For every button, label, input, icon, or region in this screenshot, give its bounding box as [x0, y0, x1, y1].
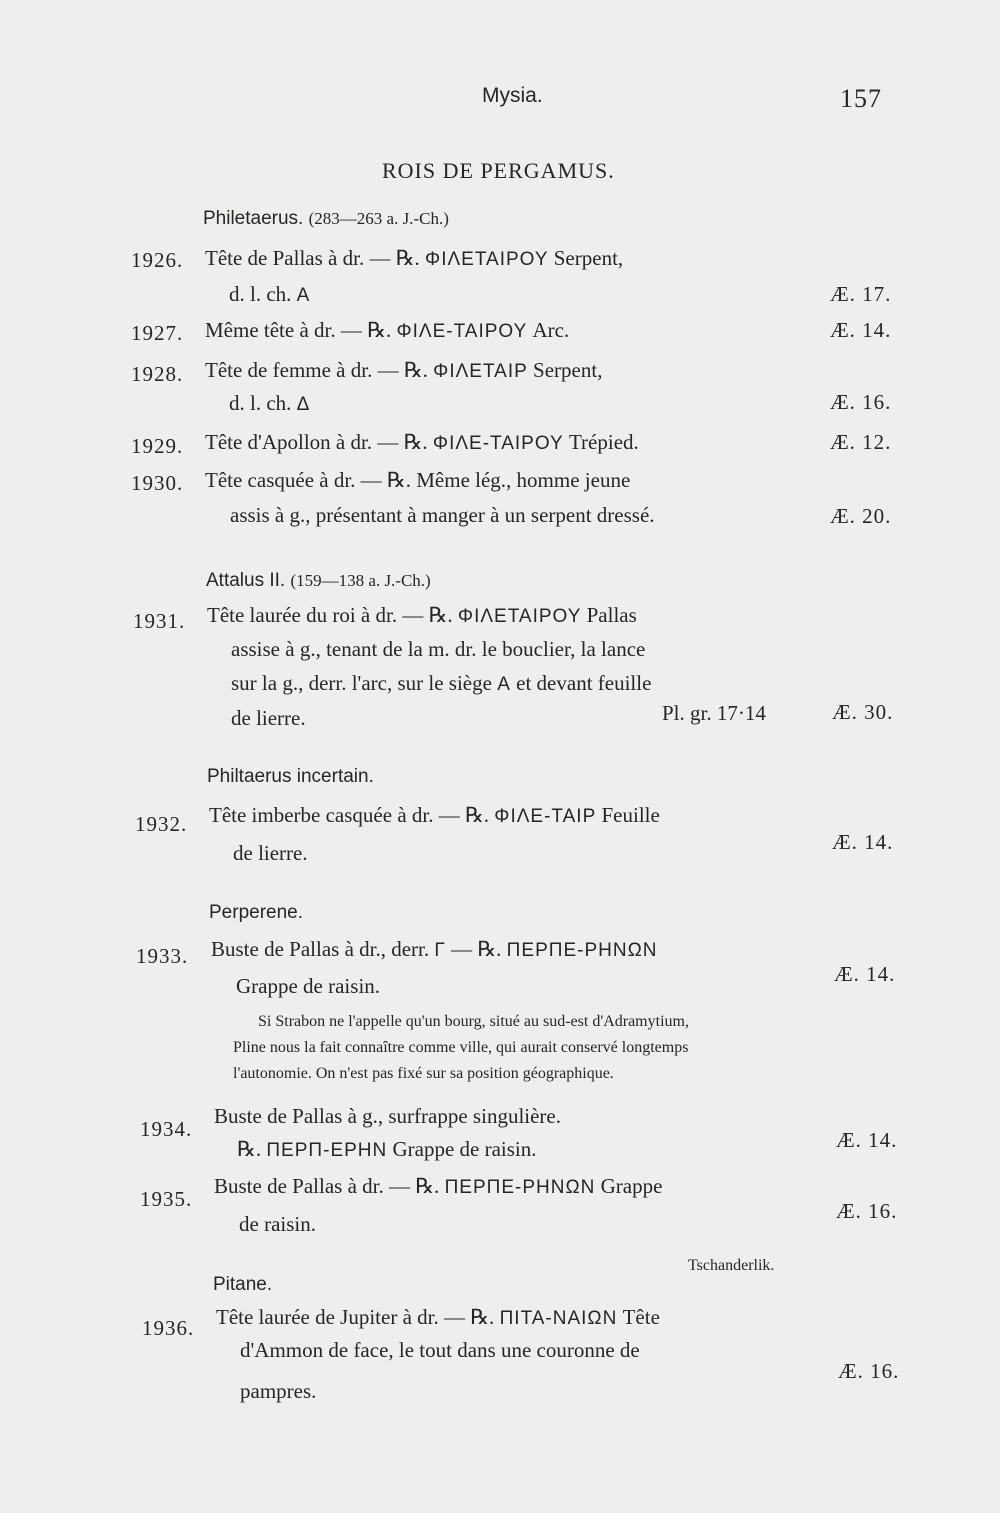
entry-number: 1935. — [140, 1187, 193, 1211]
greek-letter: A — [296, 285, 311, 306]
subheading-dates: (283—263 a. J.-Ch.) — [308, 209, 449, 228]
greek-letter: Δ — [296, 394, 311, 415]
entry-text: Tête — [622, 1305, 660, 1329]
entry-text: d. l. ch. — [229, 391, 292, 415]
entry-line — [214, 1174, 662, 1199]
metal-size-ref: Æ. 20. — [830, 504, 892, 528]
entry-line: Grappe de raisin. — [236, 974, 381, 998]
note-line: Pline nous la fait connaître comme ville, qui aurait conservé longtemps — [233, 1039, 689, 1056]
entry-number: 1928. — [131, 362, 184, 386]
entry-line — [205, 318, 569, 343]
entry-text: Grappe — [600, 1174, 663, 1198]
subheading-name: Pitane. — [213, 1274, 273, 1295]
entry-text: Serpent, — [533, 358, 603, 382]
entry-text: Buste de Pallas à dr. — ℞. — [214, 1174, 440, 1198]
note-line: l'autonomie. On n'est pas fixé sur sa position géographique. — [233, 1065, 614, 1082]
entry-number: 1934. — [140, 1117, 193, 1141]
entry-text: Tête laurée de Jupiter à dr. — ℞. — [216, 1305, 495, 1329]
entry-line — [205, 430, 639, 455]
entry-line — [207, 603, 637, 628]
entry-text: et devant feuille — [516, 671, 652, 695]
subheading-philetaerus — [203, 208, 449, 230]
entry-text: Même tête à dr. — ℞. — [205, 318, 392, 342]
page-number: 157 — [840, 84, 882, 113]
metal-size-ref: Æ. 14. — [832, 830, 894, 854]
entry-number: 1930. — [131, 471, 184, 495]
metal-size-ref: Æ. 16. — [830, 390, 892, 414]
entry-text: Tête de Pallas à dr. — ℞. — [205, 246, 420, 270]
entry-text: Serpent, — [553, 246, 624, 270]
greek-legend: ΠΕΡΠΕ-ΡΗΝΩΝ — [444, 1177, 596, 1198]
metal-size-ref: Æ. 30. — [832, 700, 894, 724]
entry-line: assis à g., présentant à manger à un serpent dressé. — [230, 503, 655, 527]
metal-size-ref: Æ. 16. — [836, 1199, 898, 1223]
entry-number: 1927. — [131, 321, 184, 345]
plate-reference: Pl. gr. 17·14 — [662, 701, 766, 725]
entry-text: sur la g., derr. l'arc, sur le siège — [231, 671, 492, 695]
metal-size-ref: Æ. 12. — [830, 430, 892, 454]
subheading-name: Philtaerus incertain. — [207, 766, 374, 787]
entry-number: 1936. — [142, 1316, 195, 1340]
entry-line — [229, 282, 310, 307]
greek-legend: ΦΙΛΕΤΑΙΡΟΥ — [425, 249, 549, 270]
entry-line: d'Ammon de face, le tout dans une couronne de — [240, 1338, 640, 1362]
entry-line — [229, 391, 310, 416]
entry-line: assise à g., tenant de la m. dr. le bouclier, la lance — [231, 637, 646, 661]
greek-legend: ΦΙΛΕΤΑΙΡΟΥ — [457, 606, 582, 627]
entry-text: Trépied. — [568, 430, 639, 454]
entry-line — [205, 358, 602, 383]
greek-legend: ΠΕΡΠ-ΕΡΗΝ — [266, 1140, 388, 1161]
entry-text: d. l. ch. — [229, 282, 292, 306]
entry-number: 1931. — [133, 609, 186, 633]
entry-line: Tête casquée à dr. — ℞. Même lég., homme jeune — [205, 468, 631, 492]
metal-size-ref: Æ. 14. — [834, 962, 896, 986]
metal-size-ref: Æ. 16. — [838, 1359, 900, 1383]
note-line: Si Strabon ne l'appelle qu'un bourg, situé au sud-est d'Adramytium, — [258, 1013, 689, 1030]
entry-text: ℞. — [237, 1137, 262, 1161]
running-header: Mysia. — [482, 84, 543, 107]
subheading-name: Philetaerus. — [203, 208, 304, 229]
entry-text: Pallas — [586, 603, 637, 627]
entry-number: 1929. — [131, 434, 184, 458]
entry-line: Buste de Pallas à g., surfrappe singulière. — [214, 1104, 561, 1128]
entry-line: de raisin. — [239, 1212, 316, 1236]
entry-text: Feuille — [601, 803, 660, 827]
section-title: ROIS DE PERGAMUS. — [382, 158, 615, 183]
greek-letter: A — [497, 674, 511, 695]
subheading-perperene — [209, 902, 303, 924]
entry-line: pampres. — [240, 1379, 317, 1403]
entry-text: — ℞. — [451, 937, 502, 961]
entry-line — [205, 246, 623, 271]
entry-text: Tête de femme à dr. — ℞. — [205, 358, 428, 382]
entry-line — [216, 1305, 660, 1330]
entry-text: Buste de Pallas à dr., derr. — [211, 937, 430, 961]
greek-legend: ΦΙΛΕ-ΤΑΙΡΟΥ — [396, 321, 528, 342]
greek-letter: Γ — [434, 940, 446, 961]
entry-text: Tête d'Apollon à dr. — ℞. — [205, 430, 428, 454]
entry-line — [237, 1137, 537, 1162]
subheading-dates: (159—138 a. J.-Ch.) — [290, 571, 431, 590]
entry-text: Tête laurée du roi à dr. — ℞. — [207, 603, 453, 627]
greek-legend: ΦΙΛΕ-ΤΑΙΡΟΥ — [432, 433, 564, 454]
entry-line — [231, 671, 651, 696]
entry-text: Arc. — [532, 318, 570, 342]
entry-line — [211, 937, 658, 962]
subheading-name: Attalus II. — [206, 570, 286, 591]
greek-legend: ΠΙΤΑ-ΝΑΙΩΝ — [499, 1308, 618, 1329]
subheading-pitane — [213, 1274, 272, 1296]
entry-line — [209, 803, 660, 828]
greek-legend: ΠΕΡΠΕ-ΡΗΝΩΝ — [506, 940, 658, 961]
entry-text: Grappe de raisin. — [392, 1137, 537, 1161]
metal-size-ref: Æ. 17. — [830, 282, 892, 306]
greek-legend: ΦΙΛΕ-ΤΑΙΡ — [494, 806, 597, 827]
metal-size-ref: Æ. 14. — [836, 1128, 898, 1152]
entry-text: Tête imberbe casquée à dr. — ℞. — [209, 803, 490, 827]
greek-legend: ΦΙΛΕΤΑΙΡ — [433, 361, 528, 382]
entry-line: de lierre. — [231, 706, 306, 730]
entry-number: 1926. — [131, 248, 184, 272]
entry-line: de lierre. — [233, 841, 308, 865]
findspot-note: Tschanderlik. — [688, 1257, 775, 1274]
metal-size-ref: Æ. 14. — [830, 318, 892, 342]
subheading-philtaerus-incertain — [207, 766, 374, 788]
entry-number: 1932. — [135, 812, 188, 836]
subheading-name: Perperene. — [209, 902, 304, 923]
subheading-attalus — [206, 570, 431, 592]
entry-number: 1933. — [136, 944, 189, 968]
